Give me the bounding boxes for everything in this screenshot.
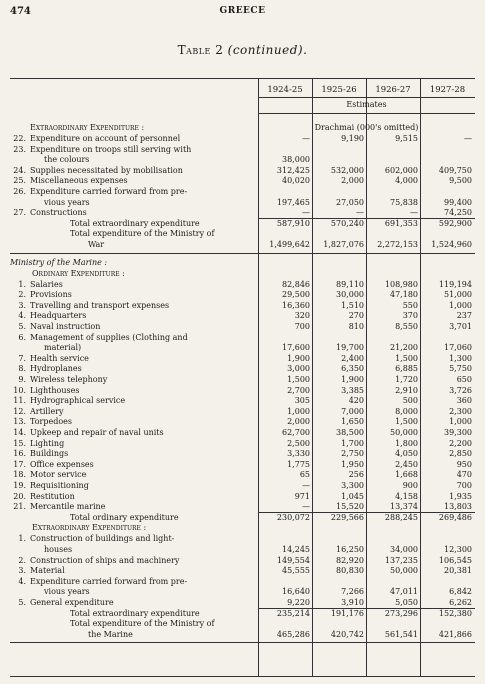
row-number: 1. — [18, 534, 26, 544]
cell-1925-26: 7,266 — [341, 587, 364, 597]
cell-1927-28: 421,866 — [438, 629, 472, 639]
subtotal-rule — [258, 512, 475, 513]
cell-1924-25: 149,554 — [276, 555, 310, 565]
cell-1927-28: 1,524,960 — [431, 240, 472, 249]
cell-1924-25: 587,910 — [276, 218, 310, 228]
row-number: 16. — [13, 449, 26, 459]
cell-1925-26: 27,050 — [336, 197, 364, 207]
row-number: 2. — [18, 555, 26, 565]
row-number: 21. — [13, 502, 26, 512]
cell-1926-27: 75,838 — [390, 197, 418, 207]
total-row — [10, 229, 475, 239]
cell-1924-25: 2,500 — [287, 438, 310, 448]
table-row — [10, 364, 475, 374]
table-row — [10, 407, 475, 417]
cell-1926-27: 50,000 — [390, 428, 418, 437]
page-number: 474 — [10, 6, 31, 17]
cell-1925-26: 38,500 — [336, 428, 364, 437]
cell-1927-28: — — [464, 134, 472, 143]
cell-1927-28: 152,380 — [438, 608, 472, 618]
unit-label: Drachmai (000's omitted) — [314, 123, 419, 132]
cell-1926-27: 47,180 — [390, 290, 418, 300]
cell-1926-27: — — [410, 208, 418, 218]
cell-1927-28: 269,486 — [438, 512, 472, 522]
cell-1927-28: 360 — [456, 396, 472, 406]
cell-1927-28: 3,701 — [449, 322, 472, 331]
total-row — [10, 619, 475, 629]
row-number: 4. — [18, 576, 26, 586]
table-row — [10, 145, 475, 155]
column-header-1925-26: 1925-26 — [321, 85, 357, 95]
row-label: Extraordinary Expenditure : — [32, 523, 147, 533]
row-number: 6. — [18, 332, 26, 342]
row-label: Hydroplanes — [30, 364, 82, 374]
table-row — [10, 333, 475, 343]
row-label: Requisitioning — [30, 481, 89, 490]
cell-1927-28: 74,250 — [444, 208, 472, 218]
cell-1924-25: 1,500 — [287, 375, 310, 384]
table-row — [10, 428, 475, 438]
cell-1927-28: 9,500 — [449, 176, 472, 186]
cell-1927-28: 700 — [456, 481, 472, 490]
row-label: the Marine — [88, 629, 133, 639]
row-number: 18. — [13, 470, 26, 480]
cell-1924-25: 2,000 — [287, 417, 310, 427]
cell-1924-25: 465,286 — [276, 629, 310, 639]
row-number: 4. — [18, 311, 26, 321]
cell-1925-26: 270 — [348, 311, 364, 321]
cell-1926-27: 9,515 — [395, 134, 418, 143]
table-row — [10, 176, 475, 186]
row-number: 23. — [13, 144, 26, 154]
cell-1925-26: 1,045 — [341, 491, 364, 501]
row-label: Lighthouses — [30, 385, 80, 395]
cell-1925-26: 2,000 — [341, 176, 364, 186]
cell-1927-28: 119,194 — [438, 279, 472, 289]
row-label: Ministry of the Marine : — [10, 257, 108, 267]
row-number: 17. — [13, 459, 26, 469]
row-label: Constructions — [30, 208, 87, 218]
row-label: Artillery — [30, 406, 64, 416]
cell-1927-28: 99,400 — [444, 197, 472, 207]
cell-1927-28: 6,262 — [449, 598, 472, 607]
cell-1926-27: 4,050 — [395, 449, 418, 459]
cell-1926-27: 370 — [402, 311, 418, 321]
row-label: vious years — [44, 587, 90, 597]
table-row — [10, 311, 475, 321]
table-row — [10, 587, 475, 597]
cell-1924-25: 3,000 — [287, 364, 310, 374]
row-label: Expenditure carried forward from pre- — [30, 576, 188, 586]
row-label: Motor service — [30, 470, 87, 480]
row-label: Health service — [30, 353, 89, 363]
table-row — [10, 481, 475, 491]
row-number: 22. — [13, 134, 26, 143]
cell-1926-27: 561,541 — [384, 629, 418, 639]
cell-1926-27: 108,980 — [384, 279, 418, 289]
cell-1925-26: 30,000 — [336, 290, 364, 300]
cell-1924-25: 65 — [299, 470, 310, 480]
row-number: 5. — [18, 322, 26, 331]
cell-1924-25: 312,425 — [276, 165, 310, 175]
row-label: Material — [30, 566, 65, 576]
cell-1926-27: 6,885 — [395, 364, 418, 374]
total-row — [10, 240, 475, 250]
cell-1927-28: 650 — [456, 375, 472, 384]
cell-1927-28: 39,300 — [444, 428, 472, 437]
cell-1924-25: 1,900 — [287, 353, 310, 363]
row-label: Office expenses — [30, 459, 94, 469]
ministry-heading — [10, 258, 475, 268]
section-heading — [10, 123, 475, 133]
cell-1924-25: 45,555 — [282, 566, 310, 576]
table-row — [10, 280, 475, 290]
row-label: houses — [44, 545, 73, 554]
cell-1927-28: 6,842 — [449, 587, 472, 597]
row-number: 2. — [18, 290, 26, 300]
column-header-1926-27: 1926-27 — [375, 85, 411, 95]
cell-1924-25: 9,220 — [287, 598, 310, 607]
row-label: Lighting — [30, 438, 65, 448]
cell-1924-25: — — [302, 481, 310, 490]
cell-1927-28: 106,545 — [438, 555, 472, 565]
row-number: 3. — [18, 300, 26, 310]
cell-1925-26: 80,830 — [336, 566, 364, 576]
row-label: Total expenditure of the Ministry of — [70, 619, 215, 629]
table-row — [10, 301, 475, 311]
cell-1925-26: 3,910 — [341, 598, 364, 607]
cell-1924-25: 1,775 — [287, 459, 310, 469]
estimates-label: Estimates — [346, 100, 387, 109]
row-label: General expenditure — [30, 598, 114, 607]
table-row — [10, 449, 475, 459]
cell-1926-27: 137,235 — [384, 555, 418, 565]
cell-1926-27: 34,000 — [390, 545, 418, 554]
cell-1926-27: 1,500 — [395, 417, 418, 427]
cell-1925-26: 9,190 — [341, 134, 364, 143]
table-row — [10, 534, 475, 544]
cell-1924-25: 16,640 — [282, 587, 310, 597]
row-label: Mercantile marine — [30, 502, 106, 512]
section-rule — [10, 253, 475, 254]
table-row — [10, 470, 475, 480]
row-number: 9. — [18, 375, 26, 384]
row-label: War — [88, 240, 105, 249]
row-number: 5. — [18, 598, 26, 607]
row-number: 7. — [18, 353, 26, 363]
cell-1926-27: 1,500 — [395, 353, 418, 363]
cell-1924-25: 17,600 — [282, 343, 310, 353]
cell-1926-27: 50,000 — [390, 566, 418, 576]
table-title-suffix: (continued). — [227, 43, 308, 57]
cell-1926-27: 21,200 — [390, 343, 418, 353]
cell-1926-27: 500 — [402, 396, 418, 406]
cell-1926-27: 2,272,153 — [377, 240, 418, 249]
cell-1925-26: 191,176 — [330, 608, 364, 618]
cell-1927-28: 20,381 — [444, 566, 472, 576]
row-label: Construction of ships and machinery — [30, 555, 180, 565]
row-label: Restitution — [30, 491, 75, 501]
subtotal-rule — [258, 218, 475, 219]
row-label: Supplies necessitated by mobilisation — [30, 165, 183, 175]
row-label: Extraordinary Expenditure : — [30, 123, 145, 132]
cell-1924-25: 2,700 — [287, 385, 310, 395]
cell-1925-26: 2,400 — [341, 353, 364, 363]
cell-1924-25: 82,846 — [282, 279, 310, 289]
table-row — [10, 545, 475, 555]
row-label: material) — [44, 343, 82, 353]
cell-1924-25: 320 — [294, 311, 310, 321]
total-row — [10, 513, 475, 523]
cell-1926-27: 2,450 — [395, 459, 418, 469]
cell-1926-27: 13,374 — [390, 502, 418, 512]
row-number: 15. — [13, 438, 26, 448]
cell-1924-25: 1,000 — [287, 406, 310, 416]
row-label: Management of supplies (Clothing and — [30, 332, 188, 342]
header-rule — [258, 97, 475, 98]
cell-1925-26: 1,827,076 — [323, 240, 364, 249]
section-rule — [10, 642, 475, 643]
row-label: Provisions — [30, 290, 72, 300]
cell-1925-26: 1,650 — [341, 417, 364, 427]
column-header-1924-25: 1924-25 — [267, 85, 303, 95]
cell-1925-26: 420 — [348, 396, 364, 406]
row-number: 27. — [13, 208, 26, 218]
cell-1924-25: 16,360 — [282, 300, 310, 310]
table-row — [10, 492, 475, 502]
cell-1925-26: 7,000 — [341, 406, 364, 416]
cell-1927-28: 13,803 — [444, 502, 472, 512]
row-label: the colours — [44, 155, 90, 165]
cell-1925-26: 2,750 — [341, 449, 364, 459]
cell-1925-26: 82,920 — [336, 555, 364, 565]
table-row — [10, 208, 475, 218]
row-label: Upkeep and repair of naval units — [30, 428, 164, 437]
cell-1927-28: 409,750 — [438, 165, 472, 175]
cell-1925-26: 15,520 — [336, 502, 364, 512]
cell-1924-25: — — [302, 134, 310, 143]
cell-1924-25: 29,500 — [282, 290, 310, 300]
row-number: 14. — [13, 428, 26, 437]
row-number: 13. — [13, 417, 26, 427]
cell-1926-27: 47,011 — [390, 587, 418, 597]
cell-1926-27: 8,000 — [395, 406, 418, 416]
cell-1926-27: 691,353 — [384, 218, 418, 228]
cell-1924-25: — — [302, 208, 310, 218]
cell-1925-26: 1,950 — [341, 459, 364, 469]
row-label: vious years — [44, 197, 90, 207]
cell-1924-25: 62,700 — [282, 428, 310, 437]
row-number: 20. — [13, 491, 26, 501]
cell-1925-26: 1,510 — [341, 300, 364, 310]
table-row — [10, 417, 475, 427]
cell-1927-28: 237 — [456, 311, 472, 321]
row-label: Total extraordinary expenditure — [70, 218, 200, 228]
row-label: Total ordinary expenditure — [70, 512, 179, 522]
column-header-1927-28: 1927-28 — [429, 85, 466, 95]
row-label: Headquarters — [30, 311, 87, 321]
row-label: Miscellaneous expenses — [30, 176, 128, 186]
cell-1927-28: 950 — [456, 459, 472, 469]
table-row — [10, 375, 475, 385]
cell-1925-26: 6,350 — [341, 364, 364, 374]
row-label: Wireless telephony — [30, 375, 108, 384]
cell-1925-26: 229,566 — [330, 512, 364, 522]
cell-1925-26: — — [356, 208, 364, 218]
cell-1927-28: 1,300 — [449, 353, 472, 363]
cell-1926-27: 1,800 — [395, 438, 418, 448]
cell-1924-25: 700 — [294, 322, 310, 331]
row-number: 12. — [13, 406, 26, 416]
cell-1926-27: 550 — [402, 300, 418, 310]
total-row — [10, 609, 475, 619]
cell-1926-27: 273,296 — [384, 608, 418, 618]
section-heading — [10, 523, 475, 533]
row-label: Total expenditure of the Ministry of — [70, 229, 215, 239]
section-heading — [10, 269, 475, 279]
header-rule — [258, 113, 475, 114]
cell-1925-26: 420,742 — [330, 629, 364, 639]
cell-1927-28: 2,300 — [449, 406, 472, 416]
cell-1927-28: 592,900 — [438, 218, 472, 228]
row-label: Travelling and transport expenses — [30, 300, 170, 310]
cell-1924-25: 230,072 — [276, 512, 310, 522]
cell-1924-25: 235,214 — [276, 608, 310, 618]
table-row — [10, 290, 475, 300]
row-label: Hydrographical service — [30, 396, 126, 406]
table-row — [10, 577, 475, 587]
table-row — [10, 322, 475, 332]
cell-1924-25: 14,245 — [282, 545, 310, 554]
cell-1927-28: 51,000 — [444, 290, 472, 300]
table-title-prefix: Table 2 — [177, 43, 224, 57]
cell-1925-26: 1,700 — [341, 438, 364, 448]
row-label: Construction of buildings and light- — [30, 534, 175, 544]
cell-1925-26: 19,700 — [336, 343, 364, 353]
row-number: 25. — [13, 176, 26, 186]
cell-1926-27: 8,550 — [395, 322, 418, 331]
table-row — [10, 566, 475, 576]
cell-1926-27: 1,720 — [395, 375, 418, 384]
cell-1924-25: 971 — [294, 491, 310, 501]
row-number: 1. — [18, 279, 26, 289]
table-row — [10, 460, 475, 470]
cell-1927-28: 2,200 — [449, 438, 472, 448]
cell-1927-28: 470 — [456, 470, 472, 480]
row-number: 26. — [13, 187, 26, 196]
cell-1927-28: 17,060 — [444, 343, 472, 353]
cell-1925-26: 89,110 — [336, 279, 364, 289]
table-row — [10, 187, 475, 197]
table-row — [10, 502, 475, 512]
cell-1927-28: 1,000 — [449, 300, 472, 310]
row-label: Expenditure on troops still serving with — [30, 144, 192, 154]
cell-1926-27: 602,000 — [384, 165, 418, 175]
cell-1924-25: 40,020 — [282, 176, 310, 186]
cell-1926-27: 4,158 — [395, 491, 418, 501]
cell-1924-25: 3,330 — [287, 449, 310, 459]
subtotal-rule — [258, 608, 475, 609]
row-label: Total extraordinary expenditure — [70, 608, 200, 618]
cell-1925-26: 16,250 — [336, 545, 364, 554]
cell-1926-27: 900 — [402, 481, 418, 490]
cell-1924-25: — — [302, 502, 310, 512]
row-label: Expenditure carried forward from pre- — [30, 187, 188, 196]
table-row — [10, 343, 475, 353]
cell-1926-27: 1,668 — [395, 470, 418, 480]
table-row — [10, 556, 475, 566]
cell-1927-28: 12,300 — [444, 545, 472, 554]
table-row — [10, 155, 475, 165]
row-number: 10. — [13, 385, 26, 395]
cell-1924-25: 305 — [294, 396, 310, 406]
table-row — [10, 396, 475, 406]
row-number: 11. — [13, 396, 26, 406]
row-number: 24. — [13, 165, 26, 175]
cell-1925-26: 3,300 — [341, 481, 364, 490]
cell-1925-26: 3,385 — [341, 385, 364, 395]
cell-1927-28: 5,750 — [449, 364, 472, 374]
running-head: GREECE — [219, 6, 266, 16]
cell-1925-26: 1,900 — [341, 375, 364, 384]
row-label: Buildings — [30, 449, 69, 459]
row-label: Naval instruction — [30, 322, 101, 331]
cell-1925-26: 256 — [348, 470, 364, 480]
table-row — [10, 354, 475, 364]
cell-1925-26: 810 — [348, 322, 364, 331]
cell-1924-25: 38,000 — [282, 155, 310, 165]
row-label: Expenditure on account of personnel — [30, 134, 181, 143]
cell-1927-28: 2,850 — [449, 449, 472, 459]
page-header — [0, 6, 485, 20]
total-row — [10, 219, 475, 229]
row-label: Ordinary Expenditure : — [32, 268, 125, 278]
table-title — [0, 43, 485, 57]
row-number: 3. — [18, 566, 26, 576]
table-row — [10, 198, 475, 208]
cell-1926-27: 288,245 — [384, 512, 418, 522]
cell-1924-25: 1,499,642 — [269, 240, 310, 249]
cell-1927-28: 1,000 — [449, 417, 472, 427]
cell-1926-27: 5,050 — [395, 598, 418, 607]
cell-1926-27: 2,910 — [395, 385, 418, 395]
table-row — [10, 166, 475, 176]
row-number: 8. — [18, 364, 26, 374]
table-row — [10, 439, 475, 449]
cell-1924-25: 197,465 — [276, 197, 310, 207]
table-row — [10, 386, 475, 396]
cell-1926-27: 4,000 — [395, 176, 418, 186]
expenditure-table — [10, 78, 475, 677]
table-row — [10, 134, 475, 144]
table-row — [10, 598, 475, 608]
cell-1927-28: 1,935 — [449, 491, 472, 501]
cell-1927-28: 3,726 — [449, 385, 472, 395]
cell-1925-26: 532,000 — [330, 165, 364, 175]
total-row — [10, 630, 475, 640]
row-number: 19. — [13, 481, 26, 490]
row-label: Torpedoes — [30, 417, 72, 427]
cell-1925-26: 570,240 — [330, 218, 364, 228]
row-label: Salaries — [30, 279, 63, 289]
